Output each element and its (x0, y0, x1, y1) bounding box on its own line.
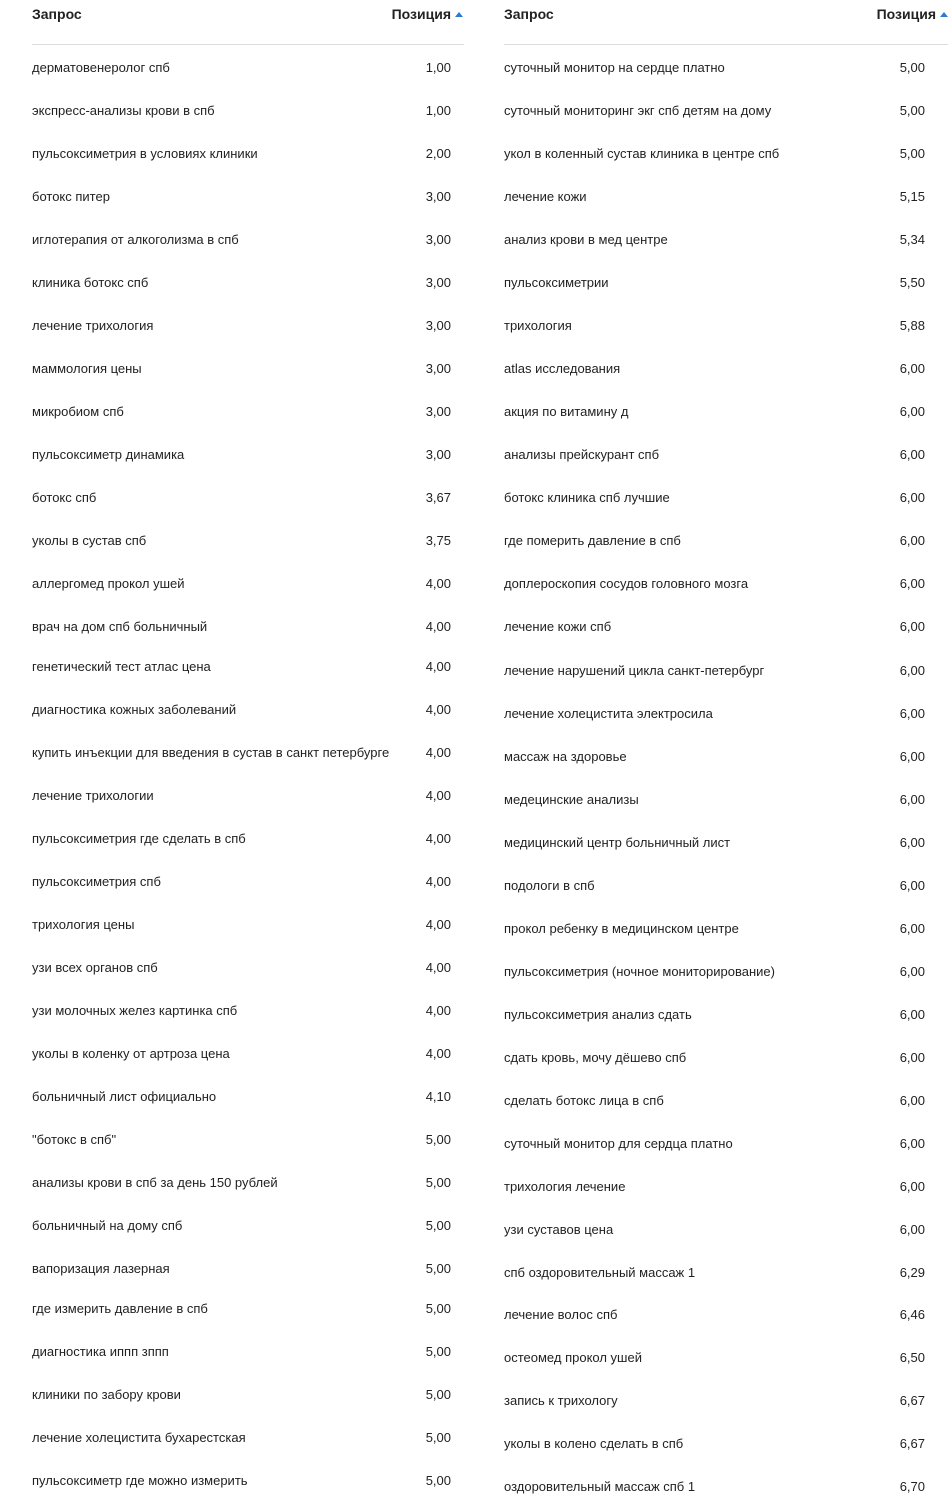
query-cell: спб оздоровительный массаж 1 (504, 1265, 696, 1280)
query-cell: где измерить давление в спб (32, 1301, 208, 1316)
query-cell: клиники по забору крови (32, 1387, 181, 1402)
position-cell: 6,00 (899, 878, 925, 893)
position-cell: 4,00 (425, 831, 451, 846)
table-row[interactable] (504, 1305, 948, 1325)
query-cell: лечение нарушений цикла санкт-петербург (504, 663, 765, 678)
table-row[interactable] (504, 661, 948, 681)
query-cell: пульсоксиметрия где сделать в спб (32, 831, 246, 846)
column-header-position-label: Позиция (391, 6, 451, 22)
table-row[interactable] (504, 1220, 948, 1240)
query-cell: подологи в спб (504, 878, 595, 893)
column-header-position[interactable] (877, 6, 948, 22)
table-row[interactable] (504, 790, 948, 810)
table-row[interactable] (32, 316, 464, 336)
position-cell: 4,00 (425, 1003, 451, 1018)
right-table (504, 0, 948, 1494)
query-cell: лечение трихологии (32, 788, 154, 803)
query-cell: узи молочных желез картинка спб (32, 1003, 238, 1018)
left-table (32, 0, 464, 1488)
position-cell: 5,15 (899, 189, 925, 204)
position-cell: 6,00 (899, 964, 925, 979)
position-cell: 1,00 (425, 60, 451, 75)
query-cell: остеомед прокол ушей (504, 1350, 642, 1365)
position-cell: 5,00 (899, 103, 925, 118)
query-cell: трихология (504, 318, 572, 333)
table-row[interactable] (504, 1477, 948, 1497)
table-row[interactable] (32, 1216, 464, 1236)
table-row[interactable] (504, 1048, 948, 1068)
query-cell: дерматовенеролог спб (32, 60, 170, 75)
position-cell: 6,00 (899, 1179, 925, 1194)
table-row[interactable] (504, 962, 948, 982)
query-cell: лечение трихология (32, 318, 154, 333)
position-cell: 6,00 (899, 447, 925, 462)
table-row[interactable] (32, 743, 464, 763)
table-row[interactable] (32, 1130, 464, 1150)
query-cell: ботокс клиника спб лучшие (504, 490, 670, 505)
position-cell: 6,70 (899, 1479, 925, 1494)
table-row[interactable] (32, 1342, 464, 1362)
position-cell: 3,00 (425, 275, 451, 290)
table-row[interactable] (32, 273, 464, 293)
position-cell: 5,88 (899, 318, 925, 333)
table-row[interactable] (32, 1259, 464, 1279)
position-cell: 4,00 (425, 619, 451, 634)
table-row[interactable] (32, 144, 464, 164)
table-row[interactable] (32, 1428, 464, 1448)
table-row[interactable] (32, 531, 464, 551)
query-cell: клиника ботокс спб (32, 275, 149, 290)
query-cell: медицинский центр больничный лист (504, 835, 731, 850)
query-cell: микробиом спб (32, 404, 124, 419)
position-cell: 6,00 (899, 490, 925, 505)
position-cell: 4,10 (425, 1089, 451, 1104)
query-cell: уколы в коленку от артроза цена (32, 1046, 230, 1061)
table-row[interactable] (504, 187, 948, 207)
query-cell: лечение кожи (504, 189, 587, 204)
query-cell: пульсоксиметрии (504, 275, 609, 290)
position-cell: 6,50 (899, 1350, 925, 1365)
table-row[interactable] (504, 1391, 948, 1411)
position-cell: 5,00 (425, 1261, 451, 1276)
position-cell: 5,00 (899, 146, 925, 161)
table-row[interactable] (32, 829, 464, 849)
position-cell: 5,00 (425, 1473, 451, 1488)
query-cell: лечение волос спб (504, 1307, 618, 1322)
position-cell: 4,00 (425, 788, 451, 803)
query-cell: анализ крови в мед центре (504, 232, 668, 247)
query-cell: лечение холецистита электросила (504, 706, 713, 721)
table-row[interactable] (504, 230, 948, 250)
position-cell: 3,00 (425, 447, 451, 462)
query-cell: суточный монитор для сердца платно (504, 1136, 733, 1151)
query-cell: уколы в сустав спб (32, 533, 147, 548)
position-cell: 3,00 (425, 361, 451, 376)
query-cell: лечение холецистита бухарестская (32, 1430, 246, 1445)
query-cell: больничный лист официально (32, 1089, 217, 1104)
sort-ascending-icon[interactable] (455, 12, 463, 17)
table-row[interactable] (32, 58, 464, 78)
query-cell: генетический тест атлас цена (32, 659, 211, 674)
query-cell: оздоровительный массаж спб 1 (504, 1479, 696, 1494)
table-row[interactable] (32, 617, 464, 637)
position-cell: 6,00 (899, 921, 925, 936)
table-row[interactable] (32, 230, 464, 250)
table-row[interactable] (504, 747, 948, 767)
position-cell: 6,00 (899, 749, 925, 764)
query-cell: вапоризация лазерная (32, 1261, 170, 1276)
table-row[interactable] (504, 1177, 948, 1197)
position-cell: 6,00 (899, 576, 925, 591)
table-row[interactable] (504, 876, 948, 896)
table-row[interactable] (32, 187, 464, 207)
position-cell: 6,00 (899, 663, 925, 678)
column-header-query[interactable]: Запрос (504, 6, 554, 22)
position-cell: 6,00 (899, 835, 925, 850)
position-cell: 6,00 (899, 1093, 925, 1108)
position-cell: 6,00 (899, 706, 925, 721)
position-cell: 6,46 (899, 1307, 925, 1322)
query-cell: atlas исследования (504, 361, 621, 376)
table-row[interactable] (32, 1087, 464, 1107)
position-cell: 5,00 (425, 1344, 451, 1359)
table-row[interactable] (504, 359, 948, 379)
query-cell: пульсоксиметрия (ночное мониторирование) (504, 964, 775, 979)
table-row[interactable] (504, 617, 948, 637)
table-row[interactable] (504, 1263, 948, 1283)
table-row[interactable] (504, 58, 948, 78)
query-cell: врач на дом спб больничный (32, 619, 208, 634)
query-cell: укол в коленный сустав клиника в центре спб (504, 146, 780, 161)
position-cell: 4,00 (425, 745, 451, 760)
table-row[interactable] (504, 402, 948, 422)
table-row[interactable] (32, 574, 464, 594)
sort-ascending-icon[interactable] (940, 12, 948, 17)
table-row[interactable] (32, 657, 464, 677)
table-row[interactable] (32, 402, 464, 422)
position-cell: 5,00 (425, 1132, 451, 1147)
table-row[interactable] (504, 1134, 948, 1154)
position-cell: 4,00 (425, 659, 451, 674)
query-cell: анализы прейскурант спб (504, 447, 660, 462)
table-row[interactable] (32, 700, 464, 720)
table-row[interactable] (504, 1434, 948, 1454)
position-cell: 5,00 (899, 60, 925, 75)
table-row[interactable] (32, 1044, 464, 1064)
table-row[interactable] (32, 445, 464, 465)
query-cell: узи суставов цена (504, 1222, 614, 1237)
position-cell: 6,29 (899, 1265, 925, 1280)
table-row[interactable] (32, 915, 464, 935)
query-cell: "ботокс в спб" (32, 1132, 117, 1147)
position-cell: 6,00 (899, 1050, 925, 1065)
position-cell: 4,00 (425, 960, 451, 975)
table-row[interactable] (504, 1005, 948, 1025)
position-cell: 2,00 (425, 146, 451, 161)
table-row[interactable] (504, 704, 948, 724)
position-cell: 6,67 (899, 1393, 925, 1408)
position-cell: 6,00 (899, 1007, 925, 1022)
column-header-position[interactable] (392, 6, 463, 22)
position-cell: 5,00 (425, 1218, 451, 1233)
position-cell: 6,00 (899, 792, 925, 807)
query-cell: экспресс-анализы крови в спб (32, 103, 215, 118)
query-cell: сдать кровь, мочу дёшево спб (504, 1050, 687, 1065)
query-cell: трихология цены (32, 917, 135, 932)
position-cell: 4,00 (425, 576, 451, 591)
position-cell: 6,00 (899, 1136, 925, 1151)
position-cell: 4,00 (425, 702, 451, 717)
table-row[interactable] (32, 359, 464, 379)
table-row[interactable] (32, 872, 464, 892)
table-row[interactable] (32, 1471, 464, 1491)
query-cell: пульсоксиметрия спб (32, 874, 161, 889)
query-cell: суточный мониторинг экг спб детям на дому (504, 103, 772, 118)
position-cell: 3,00 (425, 189, 451, 204)
position-cell: 6,00 (899, 404, 925, 419)
position-cell: 6,00 (899, 361, 925, 376)
query-cell: анализы крови в спб за день 150 рублей (32, 1175, 278, 1190)
query-cell: доплероскопия сосудов головного мозга (504, 576, 749, 591)
query-cell: больничный на дому спб (32, 1218, 183, 1233)
query-cell: запись к трихологу (504, 1393, 618, 1408)
query-cell: прокол ребенку в медицинском центре (504, 921, 739, 936)
table-row[interactable] (504, 273, 948, 293)
table-row[interactable] (504, 101, 948, 121)
table-row[interactable] (504, 445, 948, 465)
query-cell: лечение кожи спб (504, 619, 612, 634)
table-row[interactable] (504, 531, 948, 551)
query-cell: купить инъекции для введения в сустав в санкт петербурге (32, 745, 390, 760)
position-cell: 4,00 (425, 874, 451, 889)
query-cell: узи всех органов спб (32, 960, 158, 975)
table-row[interactable] (504, 144, 948, 164)
table-row[interactable] (504, 919, 948, 939)
query-cell: пульсоксиметрия анализ сдать (504, 1007, 692, 1022)
query-cell: пульсоксиметрия в условиях клиники (32, 146, 258, 161)
position-cell: 3,00 (425, 404, 451, 419)
table-row[interactable] (504, 1348, 948, 1368)
position-cell: 3,75 (425, 533, 451, 548)
query-cell: трихология лечение (504, 1179, 626, 1194)
query-cell: пульсоксиметр где можно измерить (32, 1473, 248, 1488)
table-row[interactable] (32, 1299, 464, 1319)
table-row[interactable] (32, 1385, 464, 1405)
table-row[interactable] (32, 1001, 464, 1021)
query-cell: диагностика иппп зппп (32, 1344, 169, 1359)
column-header-position-label: Позиция (876, 6, 936, 22)
query-cell: акция по витамину д (504, 404, 629, 419)
table-row[interactable] (32, 1173, 464, 1193)
column-header-query[interactable]: Запрос (32, 6, 82, 22)
position-cell: 5,00 (425, 1301, 451, 1316)
position-cell: 5,34 (899, 232, 925, 247)
left-table-header (32, 0, 464, 45)
position-cell: 6,00 (899, 619, 925, 634)
query-cell: пульсоксиметр динамика (32, 447, 185, 462)
query-cell: диагностика кожных заболеваний (32, 702, 237, 717)
query-cell: ботокс питер (32, 189, 110, 204)
query-cell: сделать ботокс лица в спб (504, 1093, 664, 1108)
position-cell: 6,00 (899, 533, 925, 548)
query-cell: ботокс спб (32, 490, 97, 505)
position-cell: 5,00 (425, 1175, 451, 1190)
right-table-header (504, 0, 948, 45)
table-row[interactable] (32, 786, 464, 806)
position-cell: 3,67 (425, 490, 451, 505)
query-cell: маммология цены (32, 361, 142, 376)
position-cell: 3,00 (425, 318, 451, 333)
query-cell: иглотерапия от алкоголизма в спб (32, 232, 239, 247)
position-cell: 6,67 (899, 1436, 925, 1451)
table-row[interactable] (32, 958, 464, 978)
position-cell: 1,00 (425, 103, 451, 118)
table-row[interactable] (504, 316, 948, 336)
position-cell: 5,50 (899, 275, 925, 290)
table-row[interactable] (32, 488, 464, 508)
query-cell: уколы в колено сделать в спб (504, 1436, 684, 1451)
query-cell: где померить давление в спб (504, 533, 681, 548)
table-row[interactable] (504, 574, 948, 594)
position-cell: 5,00 (425, 1387, 451, 1402)
position-cell: 3,00 (425, 232, 451, 247)
query-cell: массаж на здоровье (504, 749, 627, 764)
position-cell: 4,00 (425, 917, 451, 932)
table-row[interactable] (504, 488, 948, 508)
position-cell: 6,00 (899, 1222, 925, 1237)
position-cell: 4,00 (425, 1046, 451, 1061)
query-cell: медецинские анализы (504, 792, 639, 807)
table-row[interactable] (32, 101, 464, 121)
position-cell: 5,00 (425, 1430, 451, 1445)
table-row[interactable] (504, 1091, 948, 1111)
query-cell: аллергомед прокол ушей (32, 576, 185, 591)
table-row[interactable] (504, 833, 948, 853)
query-cell: суточный монитор на сердце платно (504, 60, 725, 75)
